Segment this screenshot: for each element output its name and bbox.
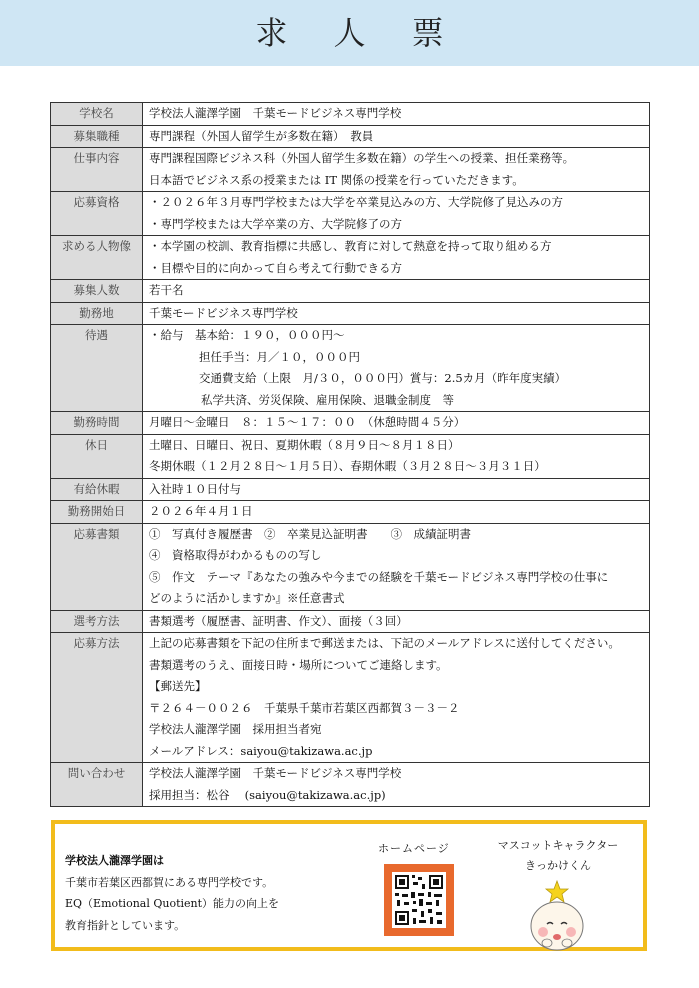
mascot-label-title: マスコットキャラクター: [497, 839, 619, 852]
documents-line: ⑤ 作文 テーマ『あなたの強みや今までの経験を千葉モードビジネス専門学校の仕事に: [149, 569, 609, 584]
label-holidays: 休日: [51, 434, 143, 478]
school-name-value: 学校法人瀧澤学園 千葉モードビジネス専門学校: [149, 106, 402, 120]
label-school-name: 学校名: [51, 103, 143, 126]
application-line: 書類選考のうえ、面接日時・場所についてご連絡します。: [149, 657, 448, 672]
job-description-line: 日本語でビジネス系の授業または IT 関係の授業を行っていただきます。: [149, 172, 524, 187]
compensation-line: 交通費支給（上限 月/３０，０００円）賞与：2.5カ月（昨年度実績）: [199, 371, 567, 385]
promo-line: 教育指針としています。: [65, 918, 186, 932]
label-application-method: 応募方法: [51, 633, 143, 763]
documents-line: ④ 資格取得がわかるものの写し: [149, 548, 322, 562]
row-documents: [51, 523, 650, 610]
label-working-hours: 勤務時間: [51, 412, 143, 435]
label-ideal-candidate: 求める人物像: [51, 236, 143, 280]
homepage-qr-code[interactable]: [384, 864, 454, 936]
label-job-description: 仕事内容: [51, 148, 143, 192]
contact-line: 採用担当：松谷 (saiyou@takizawa.ac.jp): [149, 787, 386, 802]
holidays-line: 冬期休暇（１２月２８日～１月５日）、春期休暇（３月２８日～３月３１日）: [149, 459, 546, 473]
promo-line: 千葉市若葉区西都賀にある専門学校です。: [65, 875, 274, 889]
row-contact: [51, 763, 650, 807]
job-description-line: 専門課程国際ビジネス科（外国人留学生多数在籍）の学生への授業、担任業務等。: [149, 151, 575, 165]
ideal-candidate-line: ・本学園の校訓、教育指標に共感し、教育に対して熱意を持って取り組める方: [149, 239, 552, 253]
row-working-hours: [51, 412, 650, 435]
homepage-label: ホームページ: [378, 842, 450, 855]
label-headcount: 募集人数: [51, 280, 143, 303]
working-hours-value: 月曜日～金曜日 ８：１５～１７：００ （休憩時間４５分）: [149, 415, 466, 429]
application-line: 〒２６４－００２６ 千葉県千葉市若葉区西都賀３－３－２: [149, 700, 460, 715]
row-workplace: [51, 302, 650, 325]
row-application-method: [51, 633, 650, 763]
page-title: 求 人 票: [255, 14, 462, 52]
label-contact: 問い合わせ: [51, 763, 143, 807]
row-start-date: [51, 501, 650, 524]
application-line: 上記の応募書類を下記の住所まで郵送または、下記のメールアドレスに送付してください。: [149, 636, 620, 650]
row-headcount: [51, 280, 650, 303]
row-position: [51, 125, 650, 148]
compensation-line: 私学共済、労災保険、雇用保険、退職金制度 等: [201, 392, 454, 407]
label-qualifications: 応募資格: [51, 192, 143, 236]
documents-line: どのように活かしますか』※任意書式: [149, 591, 345, 605]
documents-line: ① 写真付き履歴書 ② 卒業見込証明書 ③ 成績証明書: [149, 526, 471, 541]
label-documents: 応募書類: [51, 523, 143, 610]
headcount-value: 若干名: [149, 283, 184, 297]
ideal-candidate-line: ・目標や目的に向かって自ら考えて行動できる方: [149, 260, 402, 275]
position-value: 専門課程（外国人留学生が多数在籍） 教員: [149, 128, 374, 143]
application-line: 【郵送先】: [149, 679, 207, 693]
row-selection: [51, 610, 650, 633]
row-holidays: [51, 434, 650, 478]
label-paid-leave: 有給休暇: [51, 478, 143, 501]
promo-text: [65, 850, 279, 936]
label-position: 募集職種: [51, 125, 143, 148]
application-line: 学校法人瀧澤学園 採用担当者宛: [149, 722, 322, 736]
compensation-line: 担任手当：月／１０，０００円: [199, 349, 360, 364]
promo-heading: 学校法人瀧澤学園は: [65, 854, 164, 867]
qualification-line: ・２０２６年３月専門学校または大学を卒業見込みの方、大学院修了見込みの方: [149, 195, 563, 209]
row-ideal-candidate: [51, 236, 650, 280]
contact-line: 学校法人瀧澤学園 千葉モードビジネス専門学校: [149, 766, 402, 780]
row-compensation: [51, 325, 650, 412]
paid-leave-value: 入社時１０日付与: [149, 481, 241, 496]
workplace-value: 千葉モードビジネス専門学校: [149, 305, 298, 320]
qualification-line: ・専門学校または大学卒業の方、大学院修了の方: [149, 216, 402, 231]
job-table: [50, 102, 650, 807]
qr-code-icon: [392, 872, 446, 928]
start-date-value: ２０２６年４月１日: [149, 504, 253, 518]
label-start-date: 勤務開始日: [51, 501, 143, 524]
holidays-line: 土曜日、日曜日、祝日、夏期休暇（８月９日～８月１８日）: [149, 437, 460, 452]
selection-value: 書類選考（履歴書、証明書、作文）、面接（３回）: [149, 613, 408, 628]
email-address[interactable]: メールアドレス：saiyou@takizawa.ac.jp: [149, 743, 373, 758]
promo-line: EQ（Emotional Quotient）能力の向上を: [65, 897, 280, 910]
row-school-name: [51, 103, 650, 126]
mascot-label-name: きっかけくん: [525, 859, 591, 872]
compensation-line: ・給与 基本給：１９０，０００円～: [149, 328, 345, 342]
label-compensation: 待遇: [51, 325, 143, 412]
mascot-character-icon: [525, 880, 589, 952]
row-job-description: [51, 148, 650, 192]
label-workplace: 勤務地: [51, 302, 143, 325]
mascot-label: [488, 836, 628, 876]
promo-box: [51, 820, 647, 951]
row-qualifications: [51, 192, 650, 236]
label-selection: 選考方法: [51, 610, 143, 633]
row-paid-leave: [51, 478, 650, 501]
